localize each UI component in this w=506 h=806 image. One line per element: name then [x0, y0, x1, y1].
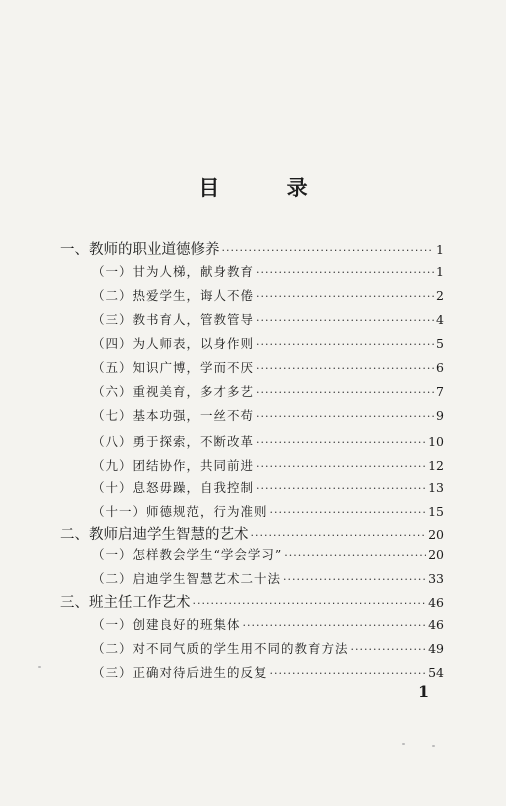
toc-entry-page: 4	[436, 312, 444, 327]
dot-leader	[256, 290, 434, 303]
toc-entry[interactable]	[92, 382, 444, 400]
toc-entry[interactable]	[92, 545, 444, 563]
toc-entry-label: 二、教师启迪学生智慧的艺术	[60, 527, 249, 543]
dot-leader	[270, 506, 427, 519]
toc-entry-page: 13	[428, 480, 444, 495]
toc-entry[interactable]	[60, 523, 444, 544]
toc-entry-label: （一）甘为人梯，献身教育	[92, 264, 255, 279]
toc-entry-label: （一）怎样教会学生“学会学习”	[92, 547, 283, 562]
toc-entry-label: （三）正确对待后进生的反复	[92, 665, 268, 680]
toc-entry-page: 15	[428, 504, 444, 519]
toc-title: 目 录	[198, 176, 338, 200]
toc-entry-label: （五）知识广博，学而不厌	[92, 360, 255, 375]
dot-leader	[256, 338, 434, 351]
toc-entry-page: 46	[428, 595, 444, 610]
dot-leader	[283, 573, 426, 586]
toc-entry-label: （九）团结协作，共同前进	[92, 458, 255, 473]
toc-entry-label: （八）勇于探索，不断改革	[92, 434, 255, 449]
dot-leader	[270, 667, 427, 680]
page-number: 1	[418, 682, 430, 701]
toc-entry-label: （二）启迪学生智慧艺术二十法	[92, 571, 282, 586]
toc-entry-label: 一、教师的职业道德修养	[60, 242, 220, 258]
toc-entry[interactable]	[92, 502, 444, 520]
toc-entry-label: （二）热爱学生，诲人不倦	[92, 288, 255, 303]
toc-entry-page: 46	[428, 617, 444, 632]
toc-entry-label: （二）对不同气质的学生用不同的教育方法	[92, 641, 349, 656]
toc-entry-page: 9	[436, 408, 444, 423]
dot-leader	[193, 597, 427, 610]
toc-entry[interactable]	[92, 569, 444, 587]
dot-leader	[256, 386, 434, 399]
toc-entry[interactable]	[92, 663, 444, 681]
dot-leader	[284, 549, 426, 562]
toc-entry-label: （十）息怒毋躁，自我控制	[92, 480, 255, 495]
toc-entry[interactable]	[92, 358, 444, 376]
dot-leader	[256, 314, 434, 327]
toc-entry-label: 三、班主任工作艺术	[60, 595, 191, 611]
toc-entry[interactable]	[92, 615, 444, 633]
toc-entry-label: （十一）师德规范，行为准则	[92, 504, 268, 519]
toc-entry-label: （七）基本功强，一丝不苟	[92, 408, 255, 423]
toc-entry-page: 20	[428, 547, 444, 562]
toc-entry-page: 54	[428, 665, 444, 680]
dot-leader	[222, 244, 435, 257]
dot-leader	[256, 482, 426, 495]
toc-entry-page: 5	[436, 336, 444, 351]
toc-entry[interactable]	[92, 406, 444, 424]
scan-speck	[402, 743, 405, 745]
toc-entry[interactable]	[92, 310, 444, 328]
toc-entry-page: 12	[428, 458, 444, 473]
toc-entry-label: （一）创建良好的班集体	[92, 617, 241, 632]
scan-speck	[432, 745, 435, 747]
toc-entry[interactable]	[92, 262, 444, 280]
toc-entry[interactable]	[60, 238, 444, 259]
toc-entry-page: 2	[436, 288, 444, 303]
toc-entry-page: 1	[436, 264, 444, 279]
dot-leader	[256, 362, 434, 375]
dot-leader	[351, 643, 427, 656]
toc-entry-page: 10	[428, 434, 444, 449]
toc-entry-label: （三）教书育人，管教管导	[92, 312, 255, 327]
toc-entry-page: 49	[428, 641, 444, 656]
dot-leader	[243, 619, 427, 632]
dot-leader	[256, 266, 434, 279]
dot-leader	[256, 460, 426, 473]
toc-entry-page: 6	[436, 360, 444, 375]
scan-speck	[38, 666, 41, 668]
toc-entry[interactable]	[60, 591, 444, 612]
toc-entry-page: 1	[436, 242, 444, 257]
toc-entry[interactable]	[92, 286, 444, 304]
toc-entry-label: （四）为人师表，以身作则	[92, 336, 255, 351]
toc-entry[interactable]	[92, 478, 444, 496]
dot-leader	[256, 436, 426, 449]
dot-leader	[251, 529, 427, 542]
toc-entry-page: 7	[436, 384, 444, 399]
toc-entry-page: 33	[428, 571, 444, 586]
toc-entry[interactable]	[92, 432, 444, 450]
dot-leader	[256, 410, 434, 423]
toc-entry[interactable]	[92, 639, 444, 657]
toc-entry[interactable]	[92, 334, 444, 352]
toc-entry-label: （六）重视美育，多才多艺	[92, 384, 255, 399]
toc-entry-page: 20	[428, 527, 444, 542]
toc-entry[interactable]	[92, 456, 444, 474]
